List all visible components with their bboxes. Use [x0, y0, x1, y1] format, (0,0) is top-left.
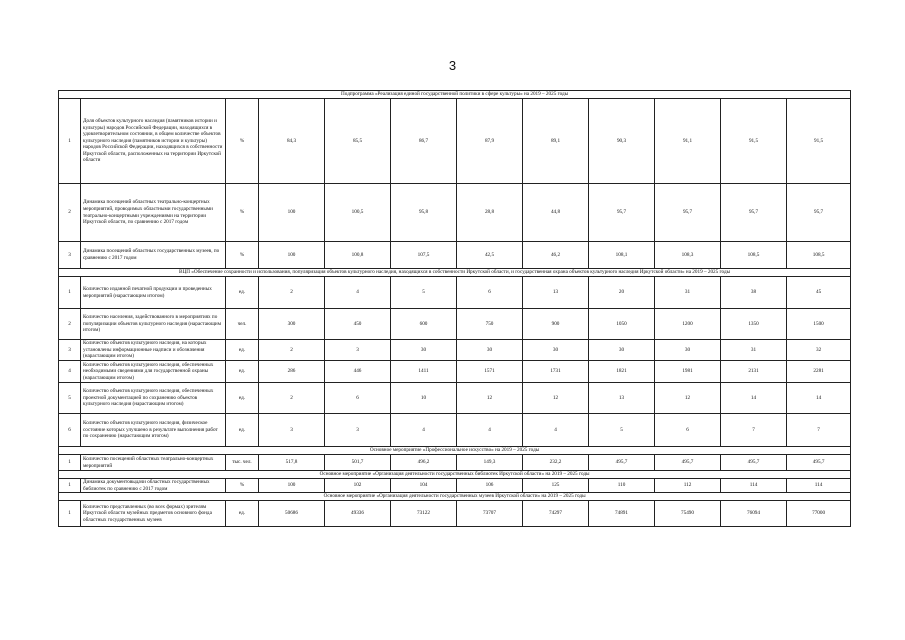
value-cell: 1200	[655, 309, 721, 340]
value-cell: 2	[259, 340, 325, 361]
value-cell: 1981	[655, 361, 721, 383]
value-cell: 7	[787, 414, 851, 447]
value-cell: 49336	[325, 501, 391, 527]
value-cell: 108,3	[655, 242, 721, 269]
indicator-name: Количество объектов культурного наследия, обеспеченных проектной документацией по сохранению объектов культурного наследия (нарастающим итогом)	[81, 383, 226, 414]
value-cell: 84,3	[259, 99, 325, 184]
unit-cell: %	[226, 99, 259, 184]
value-cell: 7	[721, 414, 787, 447]
row-number: 2	[59, 184, 81, 242]
value-cell: 2	[259, 383, 325, 414]
row-number: 3	[59, 340, 81, 361]
indicator-name: Количество объектов культурного наследия, на которых установлены информационные надписи и обозначения (нарастающим итогом)	[81, 340, 226, 361]
value-cell: 14	[721, 383, 787, 414]
value-cell: 10	[391, 383, 457, 414]
value-cell: 5	[391, 277, 457, 309]
value-cell: 91,5	[721, 99, 787, 184]
value-cell: 95,7	[589, 184, 655, 242]
value-cell: 95,7	[655, 184, 721, 242]
value-cell: 6	[457, 277, 523, 309]
row-number: 1	[59, 99, 81, 184]
value-cell: 44,8	[523, 184, 589, 242]
unit-cell: ед.	[226, 383, 259, 414]
unit-cell: ед.	[226, 361, 259, 383]
indicator-name: Количество представленных (во всех формах) зрителям Иркутской области музейных предметов основного фонда областных государственных музеев	[81, 501, 226, 527]
table-row	[59, 361, 851, 383]
value-cell: 12	[457, 383, 523, 414]
indicator-name: Количество объектов культурного наследия, обеспеченных необходимыми сведениями для государственной охраны (нарастающим итогом)	[81, 361, 226, 383]
value-cell: 30	[655, 340, 721, 361]
unit-cell: ед.	[226, 414, 259, 447]
indicator-name: Количество объектов культурного наследия, физическое состояние которых улучшено в результате выполнения работ по сохранению (нарастающим итогом)	[81, 414, 226, 447]
unit-cell: %	[226, 242, 259, 269]
value-cell: 1571	[457, 361, 523, 383]
unit-cell: ед.	[226, 340, 259, 361]
section-header	[59, 447, 851, 455]
unit-cell: ед.	[226, 501, 259, 527]
row-number: 1	[59, 455, 81, 471]
value-cell: 89,1	[523, 99, 589, 184]
value-cell: 149,3	[457, 455, 523, 471]
value-cell: 286	[259, 361, 325, 383]
value-cell: 100,5	[325, 184, 391, 242]
value-cell: 300	[259, 309, 325, 340]
value-cell: 46,2	[523, 242, 589, 269]
value-cell: 108,5	[787, 242, 851, 269]
value-cell: 108,1	[589, 242, 655, 269]
row-number: 1	[59, 277, 81, 309]
value-cell: 91,5	[787, 99, 851, 184]
indicator-name: Доля объектов культурного наследия (памятников истории и культуры) народов Российской Федерации, находящихся в удовлетворительном состоянии, в общем количестве объектов культурного наследия (памятников истории и культуры) народов Российской Федерации, находящихся в собственности Иркутской области, расположенных на территории Иркутской области	[81, 99, 226, 184]
value-cell: 45	[787, 277, 851, 309]
section-title: Основное мероприятие «Профессиональное искусство» на 2019 – 2025 годы	[59, 447, 851, 455]
value-cell: 125	[523, 479, 589, 493]
value-cell: 2281	[787, 361, 851, 383]
table-row	[59, 277, 851, 309]
value-cell: 100	[259, 184, 325, 242]
value-cell: 74297	[523, 501, 589, 527]
value-cell: 14	[787, 383, 851, 414]
value-cell: 2131	[721, 361, 787, 383]
value-cell: 90,3	[589, 99, 655, 184]
value-cell: 86,7	[391, 99, 457, 184]
value-cell: 95,7	[787, 184, 851, 242]
value-cell: 100,8	[325, 242, 391, 269]
value-cell: 107,5	[391, 242, 457, 269]
value-cell: 100	[259, 479, 325, 493]
row-number: 4	[59, 361, 81, 383]
row-number: 6	[59, 414, 81, 447]
table-row	[59, 455, 851, 471]
value-cell: 1350	[721, 309, 787, 340]
value-cell: 104	[391, 479, 457, 493]
section-header	[59, 471, 851, 479]
value-cell: 12	[655, 383, 721, 414]
value-cell: 73122	[391, 501, 457, 527]
value-cell: 100	[259, 242, 325, 269]
value-cell: 73707	[457, 501, 523, 527]
value-cell: 495,7	[721, 455, 787, 471]
value-cell: 232,2	[523, 455, 589, 471]
value-cell: 1050	[589, 309, 655, 340]
value-cell: 114	[721, 479, 787, 493]
value-cell: 13	[523, 277, 589, 309]
indicators-table	[58, 90, 851, 527]
value-cell: 42,5	[457, 242, 523, 269]
row-number: 2	[59, 309, 81, 340]
section-title: Подпрограмма «Реализация единой государственной политики в сфере культуры» на 2019 – 2025 годы	[59, 91, 851, 99]
indicator-name: Количество посещений областных театрально-концертных мероприятий	[81, 455, 226, 471]
value-cell: 85,5	[325, 99, 391, 184]
value-cell: 30	[589, 340, 655, 361]
value-cell: 108,5	[721, 242, 787, 269]
value-cell: 1500	[787, 309, 851, 340]
section-title: Основное мероприятие «Организация деятельности государственных музеев Иркутской области» на 2019 – 2025 годы	[59, 493, 851, 501]
value-cell: 4	[523, 414, 589, 447]
indicator-name: Количество населения, задействованного в мероприятиях по популяризации объектов культурного наследия (нарастающим итогом)	[81, 309, 226, 340]
row-number: 5	[59, 383, 81, 414]
value-cell: 91,1	[655, 99, 721, 184]
unit-cell: тыс. чел.	[226, 455, 259, 471]
indicator-name: Количество изданной печатной продукции и проведенных мероприятий (нарастающим итогом)	[81, 277, 226, 309]
value-cell: 495,7	[787, 455, 851, 471]
value-cell: 3	[259, 414, 325, 447]
indicator-name: Динамика документовыдачи областных государственных библиотек по сравнению с 2017 годом	[81, 479, 226, 493]
value-cell: 75490	[655, 501, 721, 527]
section-title: ВЦП «Обеспечение сохранности и использования, популяризация объектов культурного наследия, находящихся в собственности Иркутской области, и государственная охрана объектов культурного наследия Иркутской области» на 2019 – 2025 годы	[59, 269, 851, 277]
value-cell: 600	[391, 309, 457, 340]
value-cell: 30	[391, 340, 457, 361]
unit-cell: %	[226, 479, 259, 493]
indicator-name: Динамика посещений областных государственных музеев, по сравнению с 2017 годом	[81, 242, 226, 269]
value-cell: 20	[589, 277, 655, 309]
table-row	[59, 184, 851, 242]
value-cell: 6	[655, 414, 721, 447]
value-cell: 4	[457, 414, 523, 447]
section-header	[59, 493, 851, 501]
value-cell: 95,7	[721, 184, 787, 242]
value-cell: 900	[523, 309, 589, 340]
table-row	[59, 242, 851, 269]
value-cell: 6	[325, 383, 391, 414]
value-cell: 95,8	[391, 184, 457, 242]
table-row	[59, 383, 851, 414]
value-cell: 38	[721, 277, 787, 309]
value-cell: 74891	[589, 501, 655, 527]
value-cell: 31	[721, 340, 787, 361]
value-cell: 30	[523, 340, 589, 361]
value-cell: 4	[325, 277, 391, 309]
value-cell: 77000	[787, 501, 851, 527]
value-cell: 1411	[391, 361, 457, 383]
value-cell: 13	[589, 383, 655, 414]
row-number: 3	[59, 242, 81, 269]
section-header	[59, 269, 851, 277]
value-cell: 3	[325, 414, 391, 447]
value-cell: 50686	[259, 501, 325, 527]
value-cell: 517,8	[259, 455, 325, 471]
value-cell: 30	[457, 340, 523, 361]
value-cell: 495,7	[589, 455, 655, 471]
table-row	[59, 309, 851, 340]
value-cell: 102	[325, 479, 391, 493]
section-header	[59, 91, 851, 99]
value-cell: 110	[589, 479, 655, 493]
value-cell: 1731	[523, 361, 589, 383]
value-cell: 3	[325, 340, 391, 361]
page-number: 3	[448, 58, 457, 73]
value-cell: 1821	[589, 361, 655, 383]
value-cell: 2	[259, 277, 325, 309]
value-cell: 5	[589, 414, 655, 447]
value-cell: 496,2	[391, 455, 457, 471]
value-cell: 501,7	[325, 455, 391, 471]
row-number: 1	[59, 479, 81, 493]
value-cell: 4	[391, 414, 457, 447]
table-row	[59, 340, 851, 361]
value-cell: 106	[457, 479, 523, 493]
value-cell: 12	[523, 383, 589, 414]
value-cell: 32	[787, 340, 851, 361]
unit-cell: чел.	[226, 309, 259, 340]
table-row	[59, 414, 851, 447]
value-cell: 87,9	[457, 99, 523, 184]
value-cell: 750	[457, 309, 523, 340]
section-title: Основное мероприятие «Организация деятельности государственных библиотек Иркутской области» на 2019 – 2025 годы	[59, 471, 851, 479]
value-cell: 450	[325, 309, 391, 340]
value-cell: 112	[655, 479, 721, 493]
value-cell: 28,8	[457, 184, 523, 242]
table-row	[59, 479, 851, 493]
unit-cell: %	[226, 184, 259, 242]
value-cell: 31	[655, 277, 721, 309]
table-row	[59, 99, 851, 184]
value-cell: 495,7	[655, 455, 721, 471]
value-cell: 76094	[721, 501, 787, 527]
table-row	[59, 501, 851, 527]
row-number: 1	[59, 501, 81, 527]
indicator-name: Динамика посещений областных театрально-концертных мероприятий, проводимых областными государственными театрально-концертными учреждениями на территории Иркутской области, по сравнению с 2017 годом	[81, 184, 226, 242]
value-cell: 114	[787, 479, 851, 493]
unit-cell: ед.	[226, 277, 259, 309]
value-cell: 446	[325, 361, 391, 383]
